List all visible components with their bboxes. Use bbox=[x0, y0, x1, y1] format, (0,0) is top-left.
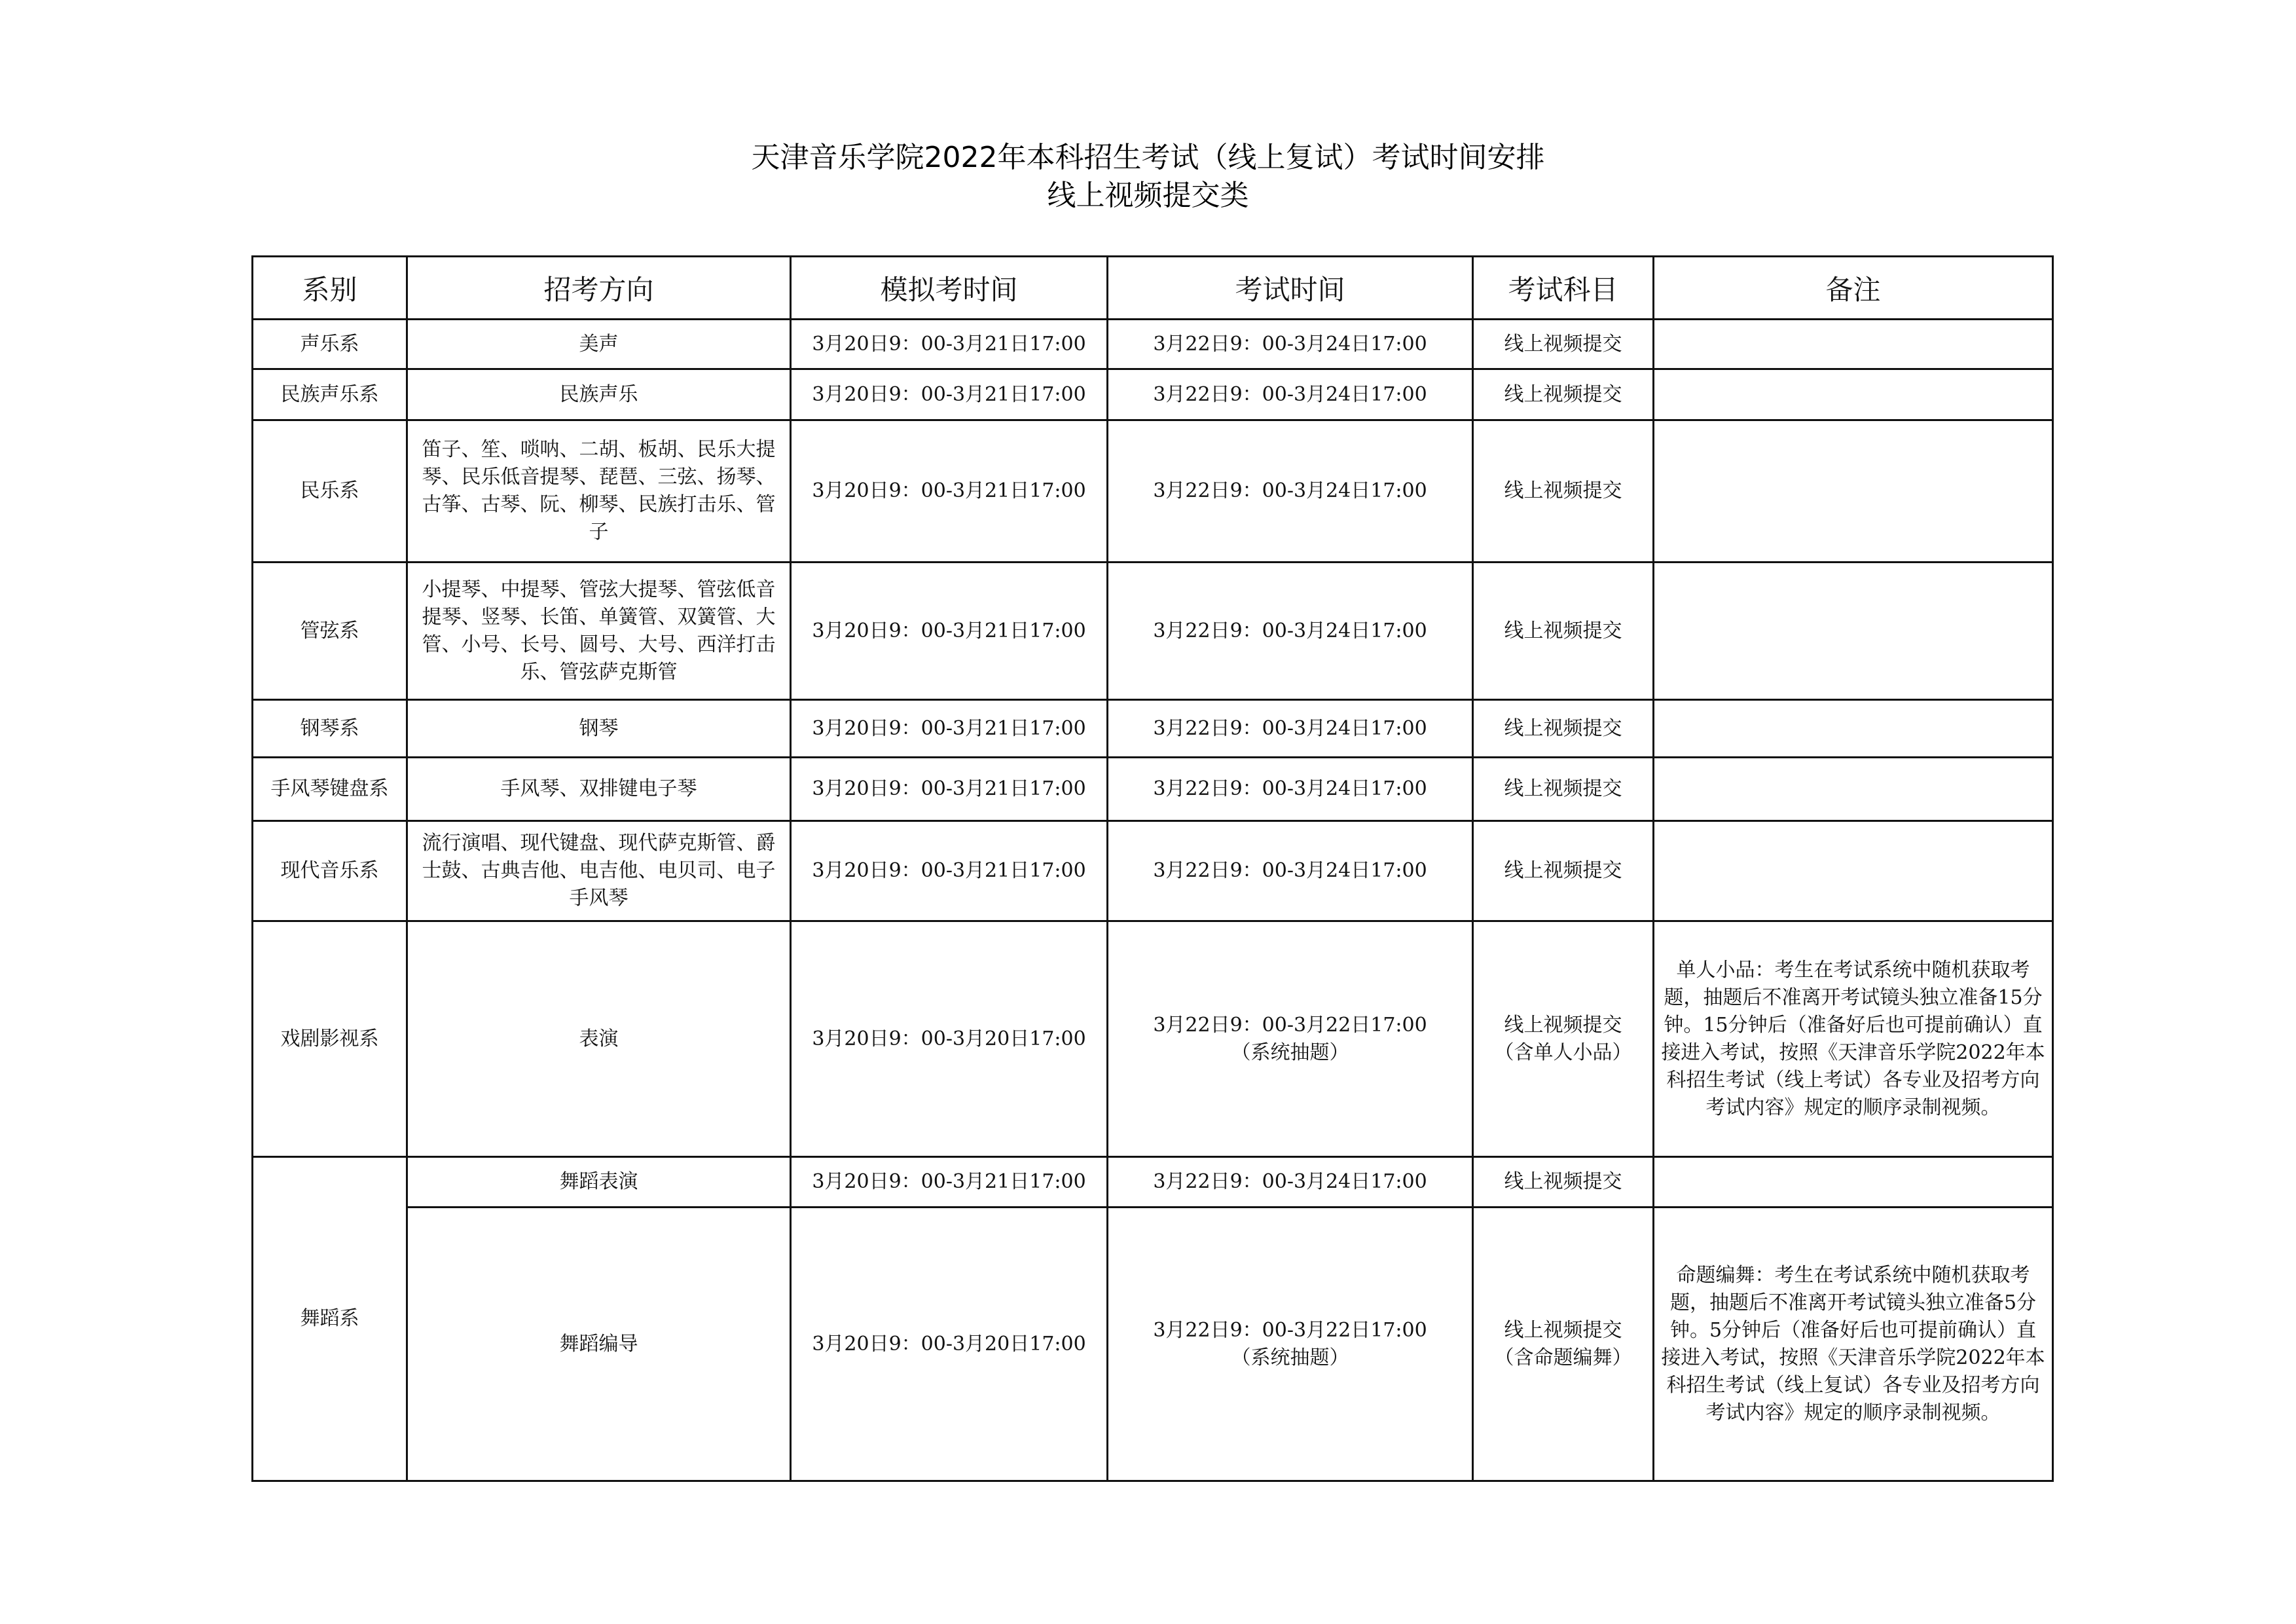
cell-note: 单人小品：考生在考试系统中随机获取考题，抽题后不准离开考试镜头独立准备15分钟。15分钟后（准备好后也可提前确认）直接进入考试，按照《天津音乐学院2022年本科招生考试（线上考试）各专业及招考方向考试内容》规定的顺序录制视频。 bbox=[1654, 921, 2053, 1157]
cell-dept: 管弦系 bbox=[253, 563, 407, 700]
table-row bbox=[253, 758, 2053, 821]
cell-subject: 线上视频提交 bbox=[1473, 420, 1654, 563]
table-row bbox=[253, 921, 2053, 1157]
cell-subject: 线上视频提交 bbox=[1473, 758, 1654, 821]
header-dept: 系别 bbox=[253, 257, 407, 320]
cell-subject bbox=[1473, 921, 1654, 1157]
cell-dept: 现代音乐系 bbox=[253, 821, 407, 921]
document-subtitle: 线上视频提交类 bbox=[1047, 179, 1249, 212]
cell-subject: 线上视频提交 bbox=[1473, 821, 1654, 921]
schedule-table bbox=[251, 255, 2054, 1482]
table-row bbox=[253, 320, 2053, 369]
cell-mock-time: 3月20日9：00-3月21日17:00 bbox=[791, 821, 1108, 921]
header-note: 备注 bbox=[1654, 257, 2053, 320]
cell-mock-time: 3月20日9：00-3月21日17:00 bbox=[791, 369, 1108, 420]
cell-subject: 线上视频提交 bbox=[1473, 700, 1654, 758]
cell-exam-time: 3月22日9：00-3月24日17:00 bbox=[1108, 758, 1473, 821]
table-row bbox=[253, 563, 2053, 700]
cell-mock-time: 3月20日9：00-3月21日17:00 bbox=[791, 1157, 1108, 1208]
table-row bbox=[253, 821, 2053, 921]
cell-direction: 民族声乐 bbox=[407, 369, 791, 420]
subject-main: 线上视频提交 bbox=[1504, 1318, 1622, 1342]
subject-main: 线上视频提交 bbox=[1504, 1013, 1622, 1037]
cell-exam-time: 3月22日9：00-3月24日17:00 bbox=[1108, 1157, 1473, 1208]
header-mock-time: 模拟考时间 bbox=[791, 257, 1108, 320]
cell-direction: 钢琴 bbox=[407, 700, 791, 758]
exam-time-sub: （系统抽题） bbox=[1231, 1346, 1349, 1369]
exam-time-main: 3月22日9：00-3月22日17:00 bbox=[1153, 1318, 1427, 1342]
cell-direction: 流行演唱、现代键盘、现代萨克斯管、爵士鼓、古典吉他、电吉他、电贝司、电子手风琴 bbox=[407, 821, 791, 921]
cell-note bbox=[1654, 420, 2053, 563]
cell-dept: 手风琴键盘系 bbox=[253, 758, 407, 821]
cell-subject: 线上视频提交 bbox=[1473, 369, 1654, 420]
cell-subject: 线上视频提交 bbox=[1473, 1157, 1654, 1208]
cell-dept: 舞蹈系 bbox=[253, 1157, 407, 1481]
cell-exam-time: 3月22日9：00-3月24日17:00 bbox=[1108, 369, 1473, 420]
document-title: 天津音乐学院2022年本科招生考试（线上复试）考试时间安排 bbox=[751, 141, 1545, 174]
cell-exam-time bbox=[1108, 1208, 1473, 1481]
cell-direction: 舞蹈编导 bbox=[407, 1208, 791, 1481]
subject-sub: （含单人小品） bbox=[1494, 1041, 1632, 1064]
cell-direction: 笛子、笙、唢呐、二胡、板胡、民乐大提琴、民乐低音提琴、琵琶、三弦、扬琴、古筝、古琴、阮、柳琴、民族打击乐、管子 bbox=[407, 420, 791, 563]
cell-mock-time: 3月20日9：00-3月21日17:00 bbox=[791, 563, 1108, 700]
cell-exam-time: 3月22日9：00-3月24日17:00 bbox=[1108, 320, 1473, 369]
cell-note bbox=[1654, 1157, 2053, 1208]
cell-direction: 美声 bbox=[407, 320, 791, 369]
exam-time-main: 3月22日9：00-3月22日17:00 bbox=[1153, 1013, 1427, 1037]
cell-subject: 线上视频提交 bbox=[1473, 320, 1654, 369]
cell-mock-time: 3月20日9：00-3月20日17:00 bbox=[791, 1208, 1108, 1481]
table-row bbox=[253, 1208, 2053, 1481]
cell-exam-time: 3月22日9：00-3月24日17:00 bbox=[1108, 420, 1473, 563]
cell-direction: 舞蹈表演 bbox=[407, 1157, 791, 1208]
subject-sub: （含命题编舞） bbox=[1494, 1346, 1632, 1369]
cell-direction: 表演 bbox=[407, 921, 791, 1157]
cell-exam-time: 3月22日9：00-3月24日17:00 bbox=[1108, 821, 1473, 921]
cell-dept: 声乐系 bbox=[253, 320, 407, 369]
table-header-row bbox=[253, 257, 2053, 320]
cell-note bbox=[1654, 700, 2053, 758]
table-row bbox=[253, 369, 2053, 420]
cell-mock-time: 3月20日9：00-3月21日17:00 bbox=[791, 700, 1108, 758]
cell-dept: 戏剧影视系 bbox=[253, 921, 407, 1157]
cell-dept: 民族声乐系 bbox=[253, 369, 407, 420]
cell-direction: 手风琴、双排键电子琴 bbox=[407, 758, 791, 821]
cell-subject: 线上视频提交 bbox=[1473, 563, 1654, 700]
cell-subject bbox=[1473, 1208, 1654, 1481]
header-direction: 招考方向 bbox=[407, 257, 791, 320]
cell-note bbox=[1654, 758, 2053, 821]
cell-note bbox=[1654, 563, 2053, 700]
cell-mock-time: 3月20日9：00-3月21日17:00 bbox=[791, 420, 1108, 563]
cell-exam-time: 3月22日9：00-3月24日17:00 bbox=[1108, 700, 1473, 758]
cell-exam-time bbox=[1108, 921, 1473, 1157]
cell-note: 命题编舞：考生在考试系统中随机获取考题，抽题后不准离开考试镜头独立准备5分钟。5分钟后（准备好后也可提前确认）直接进入考试，按照《天津音乐学院2022年本科招生考试（线上复试）各专业及招考方向考试内容》规定的顺序录制视频。 bbox=[1654, 1208, 2053, 1481]
cell-direction: 小提琴、中提琴、管弦大提琴、管弦低音提琴、竖琴、长笛、单簧管、双簧管、大管、小号、长号、圆号、大号、西洋打击乐、管弦萨克斯管 bbox=[407, 563, 791, 700]
cell-dept: 钢琴系 bbox=[253, 700, 407, 758]
cell-dept: 民乐系 bbox=[253, 420, 407, 563]
table-row bbox=[253, 700, 2053, 758]
cell-exam-time: 3月22日9：00-3月24日17:00 bbox=[1108, 563, 1473, 700]
cell-mock-time: 3月20日9：00-3月21日17:00 bbox=[791, 320, 1108, 369]
table-row bbox=[253, 1157, 2053, 1208]
table-row bbox=[253, 420, 2053, 563]
cell-note bbox=[1654, 369, 2053, 420]
cell-note bbox=[1654, 320, 2053, 369]
cell-mock-time: 3月20日9：00-3月20日17:00 bbox=[791, 921, 1108, 1157]
header-subject: 考试科目 bbox=[1473, 257, 1654, 320]
header-exam-time: 考试时间 bbox=[1108, 257, 1473, 320]
exam-time-sub: （系统抽题） bbox=[1231, 1041, 1349, 1064]
cell-mock-time: 3月20日9：00-3月21日17:00 bbox=[791, 758, 1108, 821]
cell-note bbox=[1654, 821, 2053, 921]
